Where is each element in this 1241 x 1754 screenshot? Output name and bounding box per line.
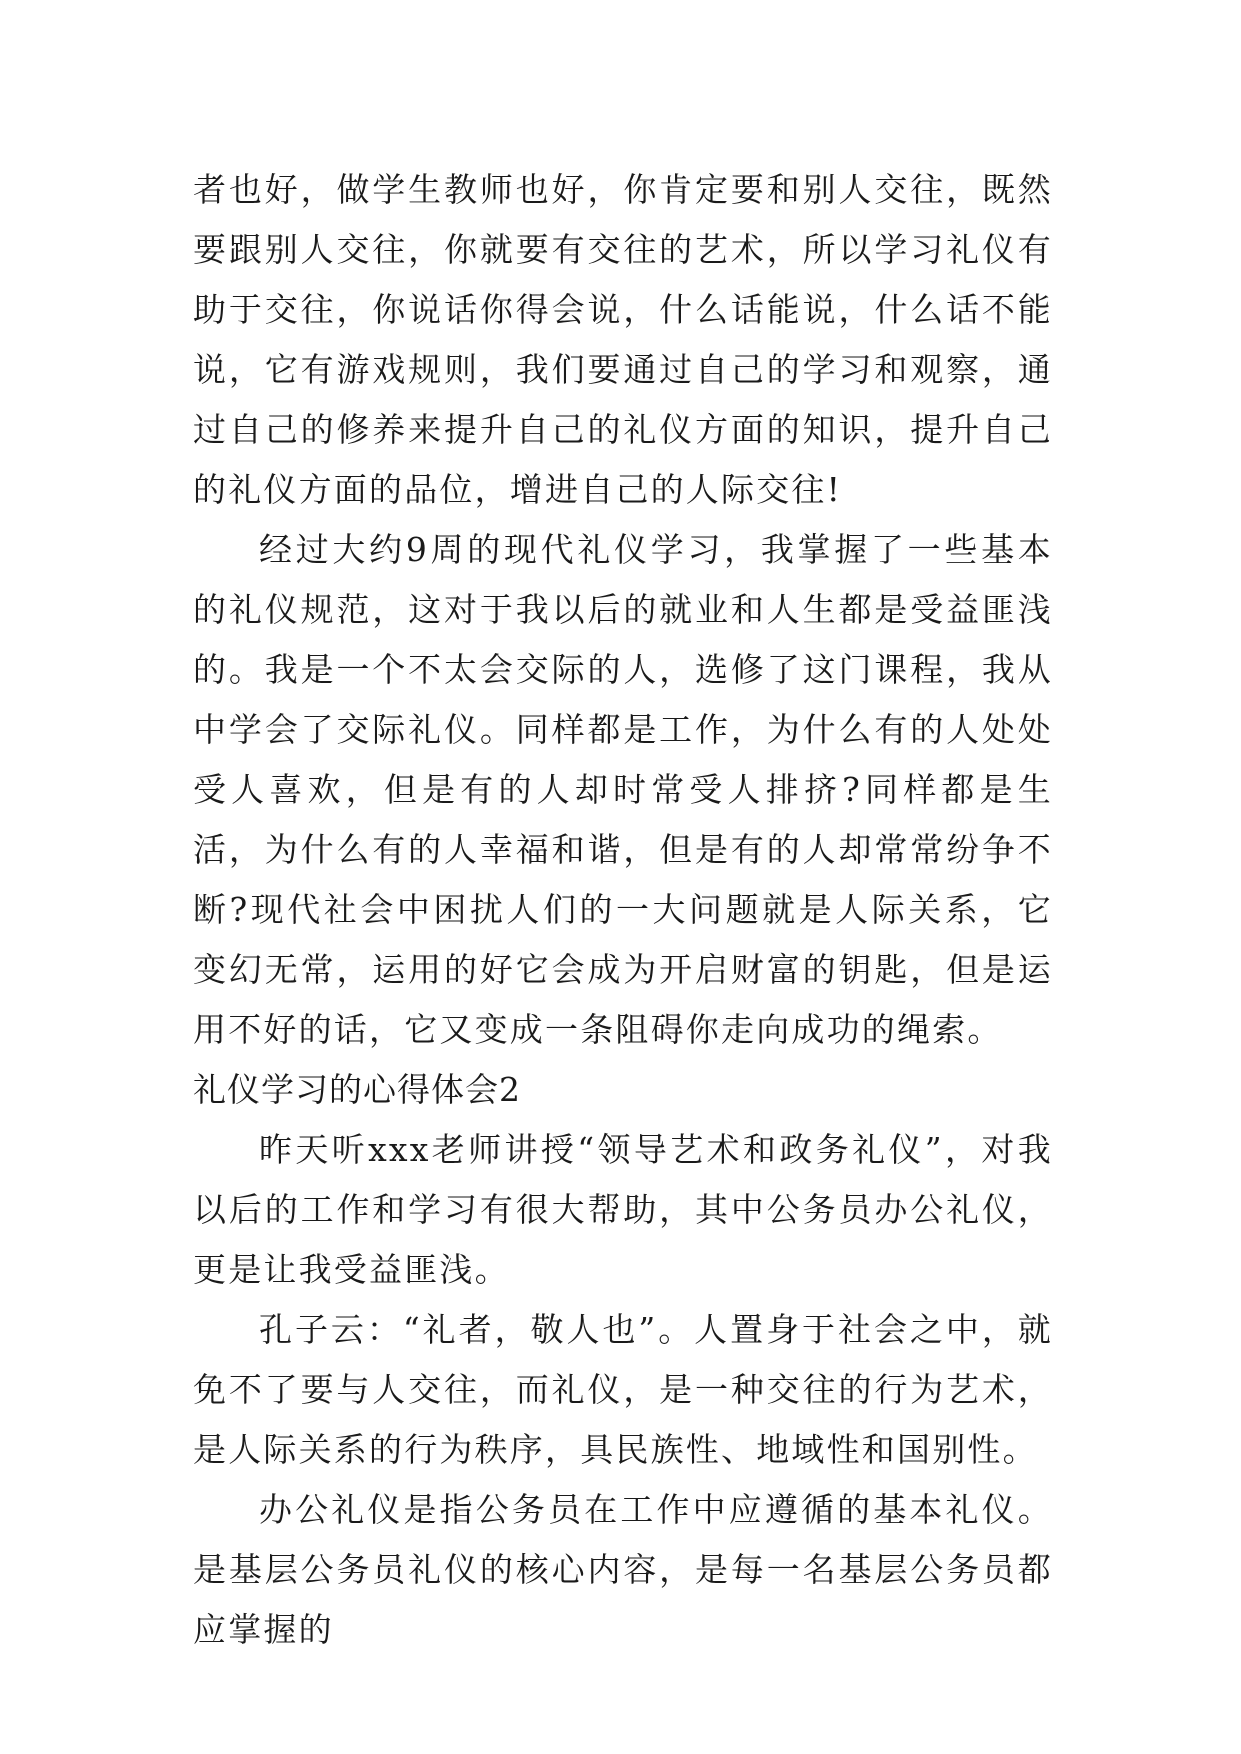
paragraph-5: 办公礼仪是指公务员在工作中应遵循的基本礼仪。是基层公务员礼仪的核心内容，是每一名基层公务员都应掌握的 [193, 1490, 1053, 1649]
paragraph-4: 孔子云：“礼者，敬人也”。人置身于社会之中，就免不了要与人交往，而礼仪，是一种交往的行为艺术，是人际关系的行为秩序，具民族性、地域性和国别性。 [193, 1310, 1053, 1469]
paragraph-2: 经过大约9周的现代礼仪学习，我掌握了一些基本的礼仪规范，这对于我以后的就业和人生都是受益匪浅的。我是一个不太会交际的人，选修了这门课程，我从中学会了交际礼仪。同样都是工作，为什么有的人处处受人喜欢，但是有的人却时常受人排挤?同样都是生活，为什么有的人幸福和谐，但是有的人却常常纷争不断?现代社会中困扰人们的一大问题就是人际关系，它变幻无常，运用的好它会成为开启财富的钥匙，但是运用不好的话，它又变成一条阻碍你走向成功的绳索。 [193, 530, 1053, 1049]
document-body [193, 160, 1053, 1660]
paragraph-3: 昨天听xxx老师讲授“领导艺术和政务礼仪”，对我以后的工作和学习有很大帮助，其中公务员办公礼仪，更是让我受益匪浅。 [193, 1130, 1053, 1289]
paragraph-1: 者也好，做学生教师也好，你肯定要和别人交往，既然要跟别人交往，你就要有交往的艺术，所以学习礼仪有助于交往，你说话你得会说，什么话能说，什么话不能说，它有游戏规则，我们要通过自己的学习和观察，通过自己的修养来提升自己的礼仪方面的知识，提升自己的礼仪方面的品位，增进自己的人际交往! [193, 170, 1053, 509]
section-heading: 礼仪学习的心得体会2 [193, 1070, 521, 1109]
